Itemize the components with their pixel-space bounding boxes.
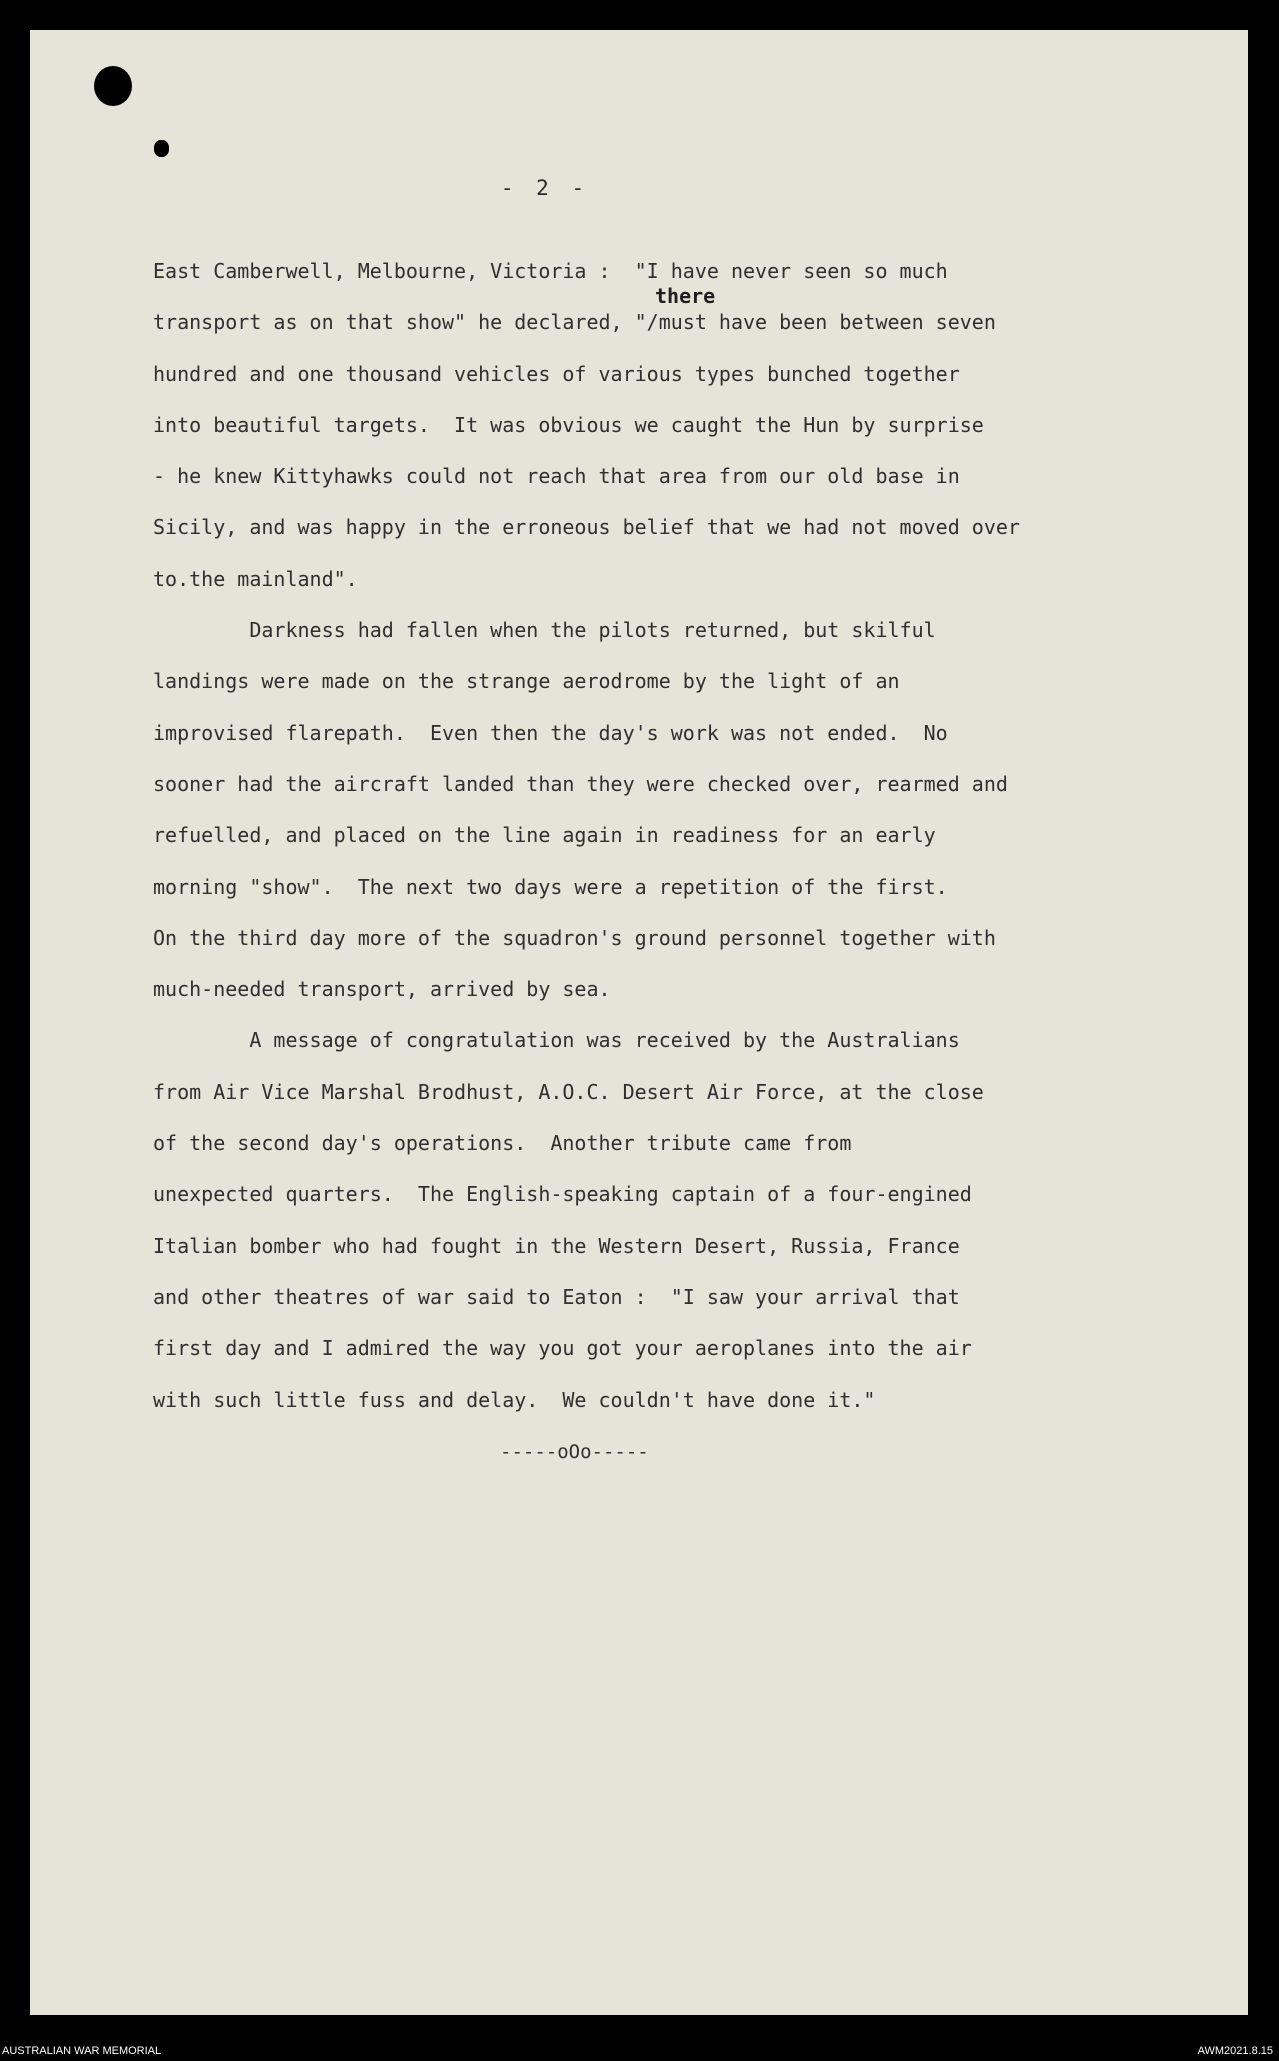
text-line: A message of congratulation was received by the Australians <box>153 1028 960 1053</box>
footer-accession-number: AWM2021.8.15 <box>1197 2045 1273 2057</box>
text-line: landings were made on the strange aerodrome by the light of an <box>153 669 900 694</box>
text-line: and other theatres of war said to Eaton : "I saw your arrival that <box>153 1284 960 1309</box>
text-line: - he knew Kittyhawks could not reach that area from our old base in <box>153 464 960 489</box>
text-line: Sicily, and was happy in the erroneous belief that we had not moved over <box>153 515 1020 540</box>
text-line: improvised flarepath. Even then the day's work was not ended. No <box>153 720 948 745</box>
handwritten-insertion: there <box>655 284 716 308</box>
text-line: of the second day's operations. Another tribute came from <box>153 1131 852 1156</box>
text-line: first day and I admired the way you got your aeroplanes into the air <box>153 1336 972 1361</box>
text-line: East Camberwell, Melbourne, Victoria : "I have never seen so much <box>153 259 948 283</box>
typed-text-body <box>153 256 1020 1436</box>
text-line: refuelled, and placed on the line again in readiness for an early <box>153 823 936 848</box>
text-line: transport as on that show" he declared, "/must have been between seven <box>153 310 996 335</box>
punch-hole <box>94 66 132 106</box>
text-line: Darkness had fallen when the pilots returned, but skilful <box>153 618 936 643</box>
text-line: with such little fuss and delay. We couldn't have done it." <box>153 1387 876 1412</box>
text-line: from Air Vice Marshal Brodhust, A.O.C. Desert Air Force, at the close <box>153 1079 984 1104</box>
end-mark: -----oOo----- <box>500 1441 649 1463</box>
text-line: sooner had the aircraft landed than they were checked over, rearmed and <box>153 771 1008 796</box>
text-line: into beautiful targets. It was obvious we caught the Hun by surprise <box>153 412 984 437</box>
text-line: Italian bomber who had fought in the Western Desert, Russia, France <box>153 1233 960 1258</box>
text-line: much-needed transport, arrived by sea. <box>153 977 611 1002</box>
text-line: hundred and one thousand vehicles of various types bunched together <box>153 361 960 386</box>
text-line: to.the mainland". <box>153 566 358 591</box>
punch-hole <box>154 140 169 157</box>
footer-institution: AUSTRALIAN WAR MEMORIAL <box>2 2045 162 2057</box>
text-line: unexpected quarters. The English-speaking captain of a four-engined <box>153 1182 972 1207</box>
page-number: - 2 - <box>500 176 590 200</box>
text-line: On the third day more of the squadron's ground personnel together with <box>153 925 996 950</box>
text-line: morning "show". The next two days were a repetition of the first. <box>153 874 948 899</box>
